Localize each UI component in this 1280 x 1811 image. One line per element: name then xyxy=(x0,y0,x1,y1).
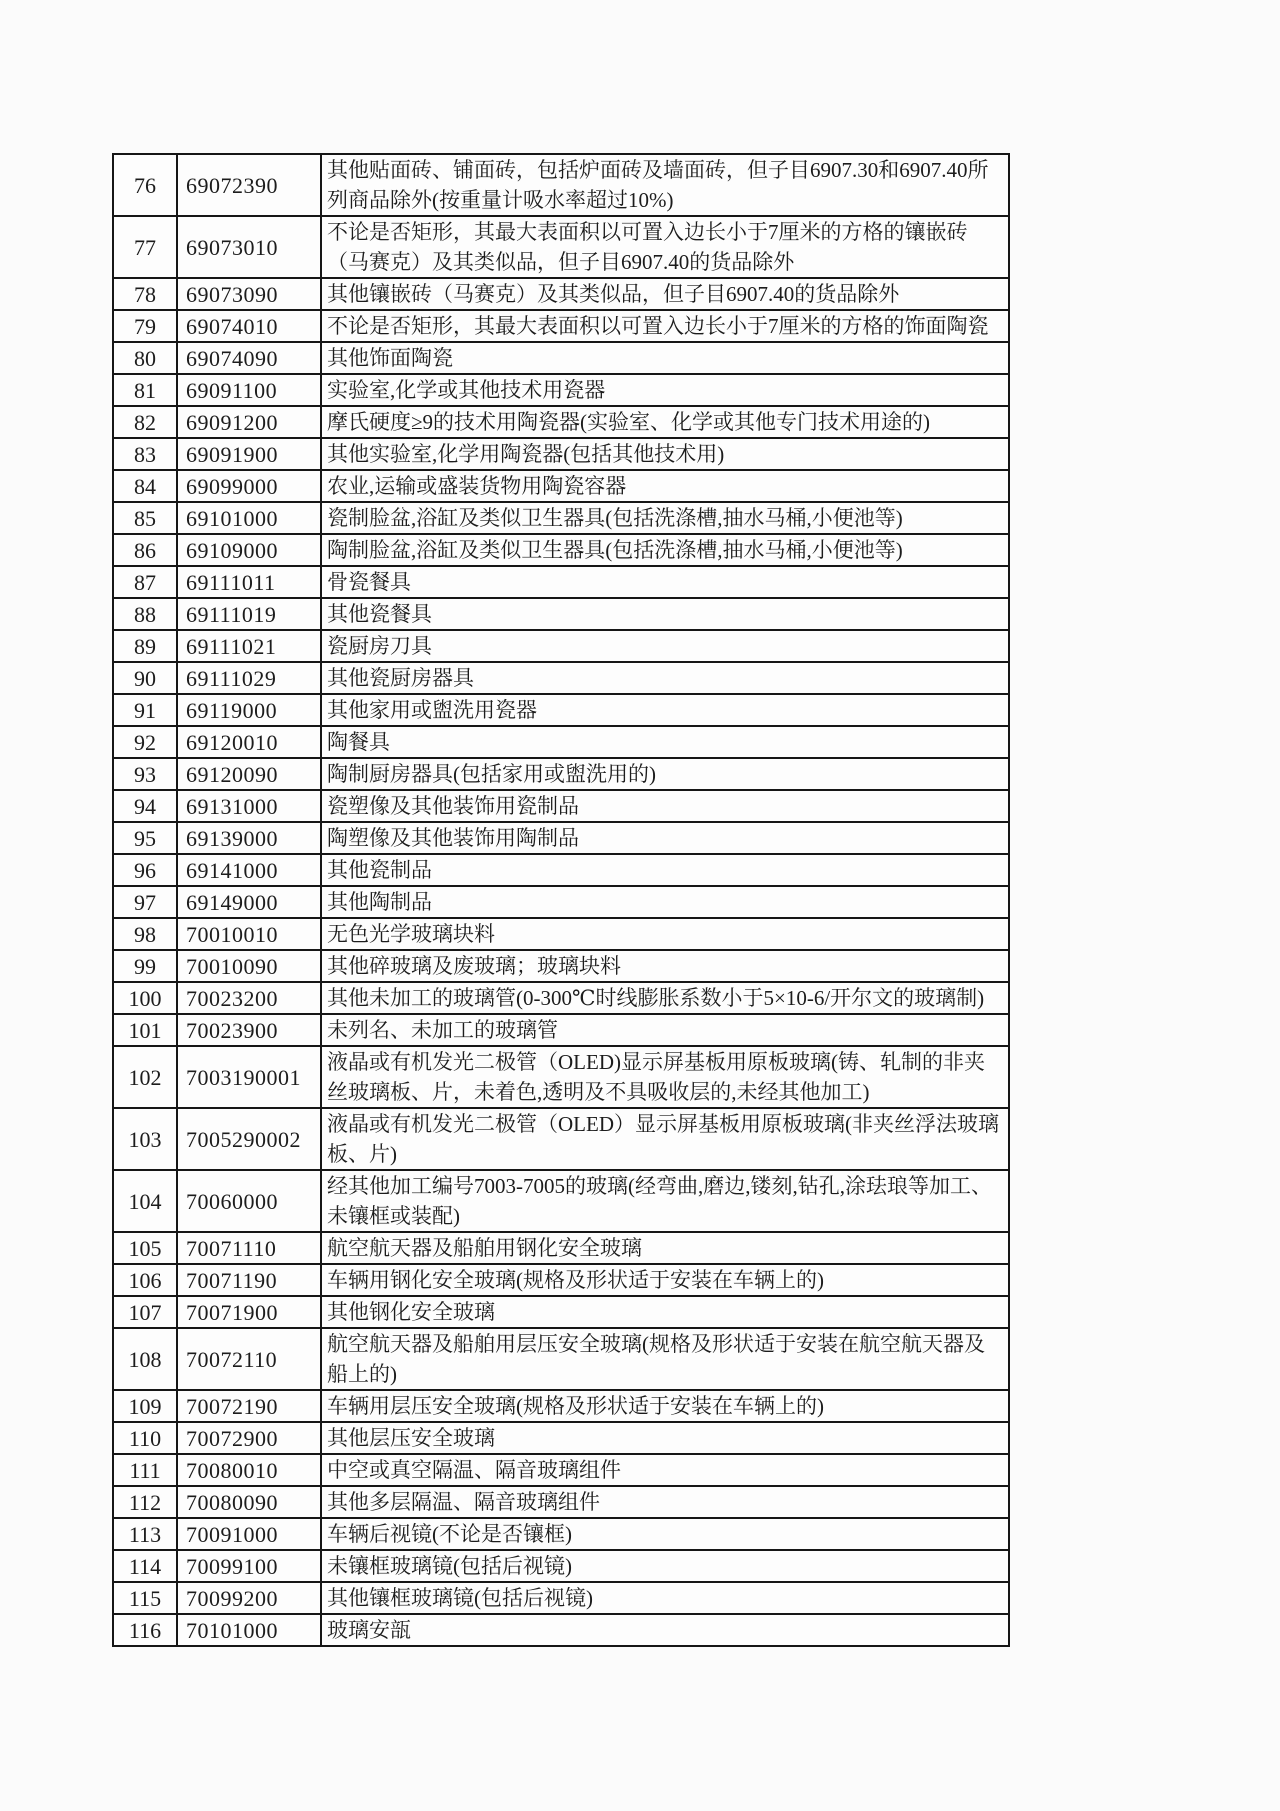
row-number-cell: 104 xyxy=(113,1170,177,1232)
description-cell: 其他层压安全玻璃 xyxy=(321,1422,1009,1454)
hs-code-cell: 69111021 xyxy=(177,630,321,662)
description-cell: 其他镶框玻璃镜(包括后视镜) xyxy=(321,1582,1009,1614)
table-row xyxy=(113,726,1009,758)
hs-code-cell: 70101000 xyxy=(177,1614,321,1646)
hs-code-cell: 69073090 xyxy=(177,278,321,310)
row-number-cell: 80 xyxy=(113,342,177,374)
description-cell: 骨瓷餐具 xyxy=(321,566,1009,598)
hs-code-cell: 70071190 xyxy=(177,1264,321,1296)
table-row xyxy=(113,1390,1009,1422)
row-number-cell: 103 xyxy=(113,1108,177,1170)
tariff-table-body xyxy=(113,154,1009,1646)
row-number-cell: 94 xyxy=(113,790,177,822)
table-row xyxy=(113,374,1009,406)
table-row xyxy=(113,662,1009,694)
description-cell: 车辆用钢化安全玻璃(规格及形状适于安装在车辆上的) xyxy=(321,1264,1009,1296)
row-number-cell: 111 xyxy=(113,1454,177,1486)
hs-code-cell: 69120010 xyxy=(177,726,321,758)
hs-code-cell: 69111011 xyxy=(177,566,321,598)
row-number-cell: 105 xyxy=(113,1232,177,1264)
hs-code-table xyxy=(112,153,1010,1647)
row-number-cell: 88 xyxy=(113,598,177,630)
description-cell: 瓷制脸盆,浴缸及类似卫生器具(包括洗涤槽,抽水马桶,小便池等) xyxy=(321,502,1009,534)
table-row xyxy=(113,822,1009,854)
description-cell: 其他钢化安全玻璃 xyxy=(321,1296,1009,1328)
description-cell: 经其他加工编号7003-7005的玻璃(经弯曲,磨边,镂刻,钻孔,涂珐琅等加工、未镶框或装配) xyxy=(321,1170,1009,1232)
description-cell: 其他家用或盥洗用瓷器 xyxy=(321,694,1009,726)
row-number-cell: 86 xyxy=(113,534,177,566)
table-row xyxy=(113,310,1009,342)
hs-code-cell: 70080090 xyxy=(177,1486,321,1518)
description-cell: 陶餐具 xyxy=(321,726,1009,758)
row-number-cell: 110 xyxy=(113,1422,177,1454)
table-row xyxy=(113,1014,1009,1046)
description-cell: 陶塑像及其他装饰用陶制品 xyxy=(321,822,1009,854)
description-cell: 摩氏硬度≥9的技术用陶瓷器(实验室、化学或其他专门技术用途的) xyxy=(321,406,1009,438)
hs-code-cell: 69074090 xyxy=(177,342,321,374)
description-cell: 液晶或有机发光二极管（OLED)显示屏基板用原板玻璃(铸、轧制的非夹丝玻璃板、片，未着色,透明及不具吸收层的,未经其他加工) xyxy=(321,1046,1009,1108)
hs-code-cell: 69072390 xyxy=(177,154,321,216)
row-number-cell: 106 xyxy=(113,1264,177,1296)
description-cell: 不论是否矩形，其最大表面积以可置入边长小于7厘米的方格的镶嵌砖（马赛克）及其类似品，但子目6907.40的货品除外 xyxy=(321,216,1009,278)
hs-code-cell: 70023200 xyxy=(177,982,321,1014)
table-row xyxy=(113,534,1009,566)
hs-code-cell: 70010090 xyxy=(177,950,321,982)
row-number-cell: 83 xyxy=(113,438,177,470)
description-cell: 车辆后视镜(不论是否镶框) xyxy=(321,1518,1009,1550)
row-number-cell: 115 xyxy=(113,1582,177,1614)
table-row xyxy=(113,1582,1009,1614)
description-cell: 农业,运输或盛装货物用陶瓷容器 xyxy=(321,470,1009,502)
table-row xyxy=(113,1454,1009,1486)
row-number-cell: 108 xyxy=(113,1328,177,1390)
hs-code-cell: 69099000 xyxy=(177,470,321,502)
description-cell: 其他贴面砖、铺面砖，包括炉面砖及墙面砖，但子目6907.30和6907.40所列商品除外(按重量计吸水率超过10%) xyxy=(321,154,1009,216)
table-row xyxy=(113,470,1009,502)
description-cell: 瓷厨房刀具 xyxy=(321,630,1009,662)
description-cell: 航空航天器及船舶用钢化安全玻璃 xyxy=(321,1232,1009,1264)
row-number-cell: 81 xyxy=(113,374,177,406)
description-cell: 航空航天器及船舶用层压安全玻璃(规格及形状适于安装在航空航天器及船上的) xyxy=(321,1328,1009,1390)
hs-code-cell: 70091000 xyxy=(177,1518,321,1550)
hs-code-cell: 69101000 xyxy=(177,502,321,534)
row-number-cell: 112 xyxy=(113,1486,177,1518)
table-row xyxy=(113,1170,1009,1232)
row-number-cell: 77 xyxy=(113,216,177,278)
hs-code-cell: 70072110 xyxy=(177,1328,321,1390)
description-cell: 实验室,化学或其他技术用瓷器 xyxy=(321,374,1009,406)
description-cell: 其他碎玻璃及废玻璃；玻璃块料 xyxy=(321,950,1009,982)
hs-code-cell: 7003190001 xyxy=(177,1046,321,1108)
description-cell: 其他未加工的玻璃管(0-300℃时线膨胀系数小于5×10-6/开尔文的玻璃制) xyxy=(321,982,1009,1014)
row-number-cell: 107 xyxy=(113,1296,177,1328)
hs-code-cell: 69139000 xyxy=(177,822,321,854)
row-number-cell: 92 xyxy=(113,726,177,758)
table-row xyxy=(113,1422,1009,1454)
row-number-cell: 82 xyxy=(113,406,177,438)
description-cell: 其他瓷餐具 xyxy=(321,598,1009,630)
row-number-cell: 113 xyxy=(113,1518,177,1550)
table-row xyxy=(113,278,1009,310)
description-cell: 其他多层隔温、隔音玻璃组件 xyxy=(321,1486,1009,1518)
hs-code-cell: 70071110 xyxy=(177,1232,321,1264)
hs-code-cell: 70080010 xyxy=(177,1454,321,1486)
hs-code-cell: 69091200 xyxy=(177,406,321,438)
row-number-cell: 91 xyxy=(113,694,177,726)
row-number-cell: 95 xyxy=(113,822,177,854)
hs-code-cell: 69111029 xyxy=(177,662,321,694)
row-number-cell: 109 xyxy=(113,1390,177,1422)
table-row xyxy=(113,694,1009,726)
table-row xyxy=(113,630,1009,662)
hs-code-cell: 69109000 xyxy=(177,534,321,566)
table-row xyxy=(113,1264,1009,1296)
table-row xyxy=(113,1296,1009,1328)
description-cell: 不论是否矩形，其最大表面积以可置入边长小于7厘米的方格的饰面陶瓷 xyxy=(321,310,1009,342)
table-row xyxy=(113,790,1009,822)
row-number-cell: 114 xyxy=(113,1550,177,1582)
hs-code-cell: 69141000 xyxy=(177,854,321,886)
row-number-cell: 93 xyxy=(113,758,177,790)
description-cell: 其他镶嵌砖（马赛克）及其类似品，但子目6907.40的货品除外 xyxy=(321,278,1009,310)
hs-code-cell: 69149000 xyxy=(177,886,321,918)
table-row xyxy=(113,598,1009,630)
row-number-cell: 97 xyxy=(113,886,177,918)
hs-code-cell: 69120090 xyxy=(177,758,321,790)
table-row xyxy=(113,1486,1009,1518)
description-cell: 陶制脸盆,浴缸及类似卫生器具(包括洗涤槽,抽水马桶,小便池等) xyxy=(321,534,1009,566)
description-cell: 其他饰面陶瓷 xyxy=(321,342,1009,374)
hs-code-cell: 69131000 xyxy=(177,790,321,822)
table-row xyxy=(113,1614,1009,1646)
table-row xyxy=(113,566,1009,598)
hs-code-cell: 69119000 xyxy=(177,694,321,726)
row-number-cell: 99 xyxy=(113,950,177,982)
table-row xyxy=(113,154,1009,216)
row-number-cell: 98 xyxy=(113,918,177,950)
hs-code-cell: 69111019 xyxy=(177,598,321,630)
row-number-cell: 90 xyxy=(113,662,177,694)
description-cell: 中空或真空隔温、隔音玻璃组件 xyxy=(321,1454,1009,1486)
hs-code-cell: 70099100 xyxy=(177,1550,321,1582)
table-row xyxy=(113,216,1009,278)
description-cell: 车辆用层压安全玻璃(规格及形状适于安装在车辆上的) xyxy=(321,1390,1009,1422)
row-number-cell: 102 xyxy=(113,1046,177,1108)
description-cell: 瓷塑像及其他装饰用瓷制品 xyxy=(321,790,1009,822)
hs-code-cell: 69091900 xyxy=(177,438,321,470)
description-cell: 玻璃安瓿 xyxy=(321,1614,1009,1646)
hs-code-cell: 70023900 xyxy=(177,1014,321,1046)
row-number-cell: 100 xyxy=(113,982,177,1014)
table-row xyxy=(113,1108,1009,1170)
row-number-cell: 96 xyxy=(113,854,177,886)
description-cell: 液晶或有机发光二极管（OLED）显示屏基板用原板玻璃(非夹丝浮法玻璃板、片) xyxy=(321,1108,1009,1170)
hs-code-cell: 70010010 xyxy=(177,918,321,950)
description-cell: 陶制厨房器具(包括家用或盥洗用的) xyxy=(321,758,1009,790)
hs-code-cell: 70072900 xyxy=(177,1422,321,1454)
table-row xyxy=(113,438,1009,470)
row-number-cell: 116 xyxy=(113,1614,177,1646)
row-number-cell: 79 xyxy=(113,310,177,342)
hs-code-cell: 70060000 xyxy=(177,1170,321,1232)
table-row xyxy=(113,918,1009,950)
row-number-cell: 101 xyxy=(113,1014,177,1046)
table-row xyxy=(113,1518,1009,1550)
hs-code-cell: 69074010 xyxy=(177,310,321,342)
description-cell: 无色光学玻璃块料 xyxy=(321,918,1009,950)
table-row xyxy=(113,1046,1009,1108)
table-row xyxy=(113,502,1009,534)
description-cell: 未列名、未加工的玻璃管 xyxy=(321,1014,1009,1046)
hs-code-cell: 70072190 xyxy=(177,1390,321,1422)
table-row xyxy=(113,1328,1009,1390)
hs-code-cell: 70071900 xyxy=(177,1296,321,1328)
row-number-cell: 87 xyxy=(113,566,177,598)
hs-code-cell: 7005290002 xyxy=(177,1108,321,1170)
row-number-cell: 89 xyxy=(113,630,177,662)
row-number-cell: 78 xyxy=(113,278,177,310)
description-cell: 其他瓷厨房器具 xyxy=(321,662,1009,694)
row-number-cell: 76 xyxy=(113,154,177,216)
table-row xyxy=(113,1550,1009,1582)
table-row xyxy=(113,886,1009,918)
table-row xyxy=(113,854,1009,886)
description-cell: 其他实验室,化学用陶瓷器(包括其他技术用) xyxy=(321,438,1009,470)
table-row xyxy=(113,406,1009,438)
description-cell: 其他陶制品 xyxy=(321,886,1009,918)
table-row xyxy=(113,758,1009,790)
table-row xyxy=(113,950,1009,982)
hs-code-cell: 69073010 xyxy=(177,216,321,278)
hs-code-cell: 70099200 xyxy=(177,1582,321,1614)
table-row xyxy=(113,342,1009,374)
row-number-cell: 85 xyxy=(113,502,177,534)
table-row xyxy=(113,982,1009,1014)
description-cell: 其他瓷制品 xyxy=(321,854,1009,886)
description-cell: 未镶框玻璃镜(包括后视镜) xyxy=(321,1550,1009,1582)
table-row xyxy=(113,1232,1009,1264)
row-number-cell: 84 xyxy=(113,470,177,502)
hs-code-cell: 69091100 xyxy=(177,374,321,406)
